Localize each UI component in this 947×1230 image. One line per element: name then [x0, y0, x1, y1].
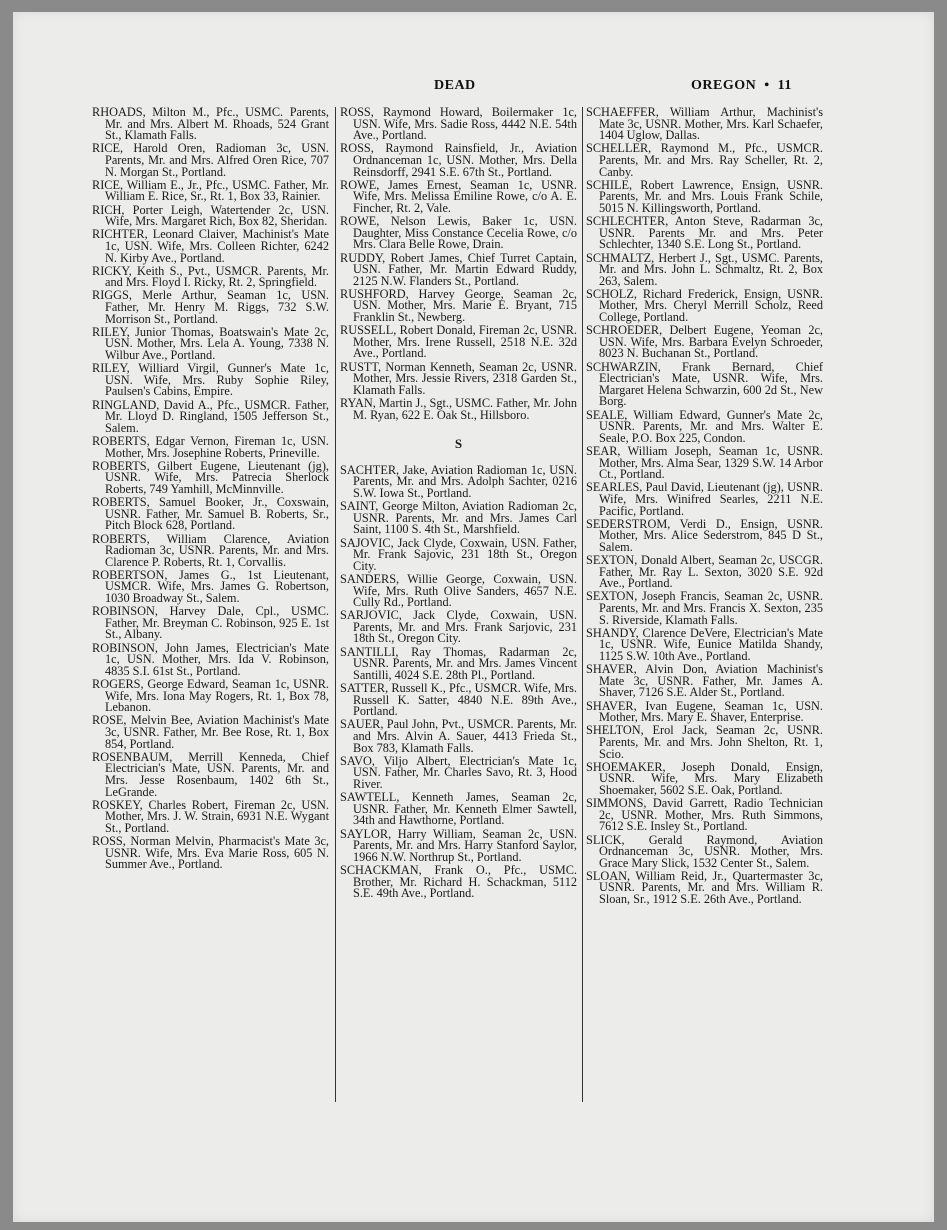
casualty-entry: ROSS, Norman Melvin, Pharmacist's Mate 3c, USNR. Wife, Mrs. Eva Marie Ross, 605 N. Summer Ave., Portland.	[92, 834, 329, 872]
casualty-entry: SCHELLER, Raymond M., Pfc., USMCR. Parents, Mr. and Mrs. Ray Scheller, Rt. 2, Canby.	[586, 141, 823, 179]
section-letter-heading: S	[454, 436, 463, 452]
casualty-entry: RINGLAND, David A., Pfc., USMCR. Father, Mr. Lloyd D. Ringland, 1505 Jefferson St., Salem.	[92, 397, 329, 435]
casualty-entry: SEXTON, Joseph Francis, Seaman 2c, USNR. Parents, Mr. and Mrs. Francis X. Sexton, 235 S. Riverside, Klamath Falls.	[586, 589, 823, 627]
casualty-entry: RUSTT, Norman Kenneth, Seaman 2c, USNR. Mother, Mrs. Jessie Rivers, 2318 Garden St., Klamath Falls.	[340, 359, 577, 397]
casualty-entry: RUSSELL, Robert Donald, Fireman 2c, USNR. Mother, Mrs. Irene Russell, 2518 N.E. 32d Ave., Portland.	[340, 323, 577, 361]
casualty-entry: ROSKEY, Charles Robert, Fireman 2c, USN. Mother, Mrs. J. W. Strain, 6931 N.E. Wygant St., Portland.	[92, 797, 329, 835]
casualty-entry: ROGERS, George Edward, Seaman 1c, USNR. Wife, Mrs. Iona May Rogers, Rt. 1, Box 78, Lebanon.	[92, 677, 329, 715]
casualty-entry: SHAVER, Ivan Eugene, Seaman 1c, USN. Mother, Mrs. Mary E. Shaver, Enterprise.	[586, 698, 823, 725]
casualty-entry: RICE, Harold Oren, Radioman 3c, USN. Parents, Mr. and Mrs. Alfred Oren Rice, 707 N. Morgan St., Portland.	[92, 141, 329, 179]
column-2-top-entries	[340, 107, 577, 421]
casualty-entry: ROBERTS, Gilbert Eugene, Lieutenant (jg), USNR. Wife, Mrs. Patrecia Sherlock Roberts, 749 Yamhill, McMinnville.	[92, 458, 329, 496]
casualty-entry: RUSHFORD, Harvey George, Seaman 2c, USN. Mother, Mrs. Marie E. Bryant, 715 Franklin St., Newberg.	[340, 286, 577, 325]
casualty-entry: SCHOLZ, Richard Frederick, Ensign, USNR. Mother, Mrs. Cheryl Merrill Scholz, Reed College, Portland.	[586, 286, 823, 325]
casualty-entry: SCHAEFFER, William Arthur, Machinist's Mate 3c, USNR. Mother, Mrs. Karl Schaefer, 1404 Uglow, Dallas.	[586, 105, 823, 143]
column-3	[586, 107, 823, 907]
casualty-entry: RILEY, Junior Thomas, Boatswain's Mate 2c, USN. Mother, Mrs. Lela A. Young, 7338 N. Wilbur Ave., Portland.	[92, 324, 329, 363]
casualty-entry: SAVO, Viljo Albert, Electrician's Mate 1c, USN. Father, Mr. Charles Savo, Rt. 3, Hood River.	[340, 753, 577, 791]
column-divider	[335, 107, 336, 1102]
casualty-entry: RILEY, Williard Virgil, Gunner's Mate 1c, USN. Wife, Mrs. Ruby Sophie Riley, Paulsen's Cabins, Empire.	[92, 361, 329, 399]
casualty-entry: RUDDY, Robert James, Chief Turret Captain, USN. Father, Mr. Martin Edward Ruddy, 2125 N.W. Flanders St., Portland.	[340, 250, 577, 288]
casualty-entry: SEDERSTROM, Verdi D., Ensign, USNR. Mother, Mrs. Alice Sederstrom, 845 D St., Salem.	[586, 516, 823, 554]
casualty-entry: SCHLECHTER, Anton Steve, Radarman 3c, USNR. Parents Mr. and Mrs. Peter Schlechter, 1340 S.E. Long St., Portland.	[586, 214, 823, 252]
casualty-entry: ROSENBAUM, Merrill Kenneda, Chief Electrician's Mate, USN. Parents, Mr. and Mrs. Jesse Rosenbaum, 1402 6th St., LeGrande.	[92, 749, 329, 799]
casualty-entry: ROBINSON, Harvey Dale, Cpl., USMC. Father, Mr. Breyman C. Robinson, 925 E. 1st St., Albany.	[92, 604, 329, 642]
casualty-entry: SAYLOR, Harry William, Seaman 2c, USN. Parents, Mr. and Mrs. Harry Stanford Saylor, 1966 N.W. Northrup St., Portland.	[340, 826, 577, 864]
section-title: DEAD	[434, 78, 476, 93]
casualty-entry: RIGGS, Merle Arthur, Seaman 1c, USN. Father, Mr. Henry M. Riggs, 732 S.W. Morrison St., Portland.	[92, 288, 329, 326]
casualty-entry: SCHACKMAN, Frank O., Pfc., USMC. Brother, Mr. Richard H. Schackman, 5112 S.E. 49th Ave., Portland.	[340, 862, 577, 901]
casualty-entry: ROBERTS, Samuel Booker, Jr., Coxswain, USNR. Father, Mr. Samuel B. Roberts, Sr., Pitch Block 628, Portland.	[92, 495, 329, 533]
casualty-entry: SAJOVIC, Jack Clyde, Coxwain, USN. Father, Mr. Frank Sajovic, 231 18th St., Oregon City.	[340, 535, 577, 573]
casualty-entry: SEAR, William Joseph, Seaman 1c, USNR. Mother, Mrs. Alma Sear, 1329 S.W. 14 Arbor Ct., Portland.	[586, 443, 823, 482]
casualty-entry: RYAN, Martin J., Sgt., USMC. Father, Mr. John M. Ryan, 622 E. Oak St., Hillsboro.	[340, 396, 577, 422]
casualty-entry: ROBERTSON, James G., 1st Lieutenant, USMCR. Wife, Mrs. James G. Robertson, 1030 Broadway St., Salem.	[92, 567, 329, 606]
casualty-entry: SAWTELL, Kenneth James, Seaman 2c, USNR. Father, Mr. Kenneth Elmer Sawtell, 34th and Hawthorne, Portland.	[340, 790, 577, 828]
casualty-entry: SANDERS, Willie George, Coxwain, USN. Wife, Mrs. Ruth Olive Sanders, 4657 N.E. Cully Rd., Portland.	[340, 571, 577, 610]
casualty-entry: SEALE, William Edward, Gunner's Mate 2c, USNR. Parents, Mr. and Mrs. Walter E. Seale, P.O. Box 225, Condon.	[586, 407, 823, 445]
casualty-entry: ROBERTS, Edgar Vernon, Fireman 1c, USN. Mother, Mrs. Josephine Roberts, Prineville.	[92, 433, 329, 460]
casualty-entry: ROWE, Nelson Lewis, Baker 1c, USN. Daughter, Miss Constance Cecelia Rowe, c/o Mrs. Clara Belle Rowe, Drain.	[340, 214, 577, 252]
casualty-entry: RHOADS, Milton M., Pfc., USMC. Parents, Mr. and Mrs. Albert M. Rhoads, 524 Grant St., Klamath Falls.	[92, 105, 329, 143]
state-name: OREGON	[691, 78, 757, 93]
casualty-entry: ROBERTS, William Clarence, Aviation Radioman 3c, USNR. Parents, Mr. and Mrs. Clarence P. Roberts, Rt. 1, Corvallis.	[92, 531, 329, 569]
casualty-entry: SHOEMAKER, Joseph Donald, Ensign, USNR. Wife, Mrs. Mary Elizabeth Shoemaker, 5602 S.E. Oak, Portland.	[586, 759, 823, 797]
column-2-bottom-entries	[340, 462, 577, 901]
document-page	[13, 12, 934, 1222]
casualty-entry: SAINT, George Milton, Aviation Radioman 2c, USNR. Parents, Mr. and Mrs. James Carl Saint, 1100 S. 4th St., Marshfield.	[340, 499, 577, 537]
column-1	[92, 107, 329, 872]
casualty-entry: SHELTON, Erol Jack, Seaman 2c, USNR. Parents, Mr. and Mrs. John Shelton, Rt. 1, Scio.	[586, 723, 823, 761]
casualty-entry: ROSS, Raymond Rainsfield, Jr., Aviation Ordnanceman 1c, USN. Mother, Mrs. Della Reinsdorff, 2941 S.E. 67th St., Portland.	[340, 141, 577, 179]
casualty-entry: SEXTON, Donald Albert, Seaman 2c, USCGR. Father, Mr. Ray L. Sexton, 3020 S.E. 92d Ave., Portland.	[586, 553, 823, 591]
casualty-entry: ROBINSON, John James, Electrician's Mate 1c, USN. Mother, Mrs. Ida V. Robinson, 4835 S.I. 61st St., Portland.	[92, 640, 329, 678]
casualty-entry: SARJOVIC, Jack Clyde, Coxwain, USN. Parents, Mr. and Mrs. Frank Sarjovic, 231 18th St., Oregon City.	[340, 608, 577, 646]
casualty-entry: ROWE, James Ernest, Seaman 1c, USNR. Wife, Mrs. Melissa Emiline Rowe, c/o A. E. Fincher, Rt. 2, Vale.	[340, 177, 577, 215]
casualty-entry: SAUER, Paul John, Pvt., USMCR. Parents, Mr. and Mrs. Alvin A. Sauer, 4413 Frieda St., Box 783, Klamath Falls.	[340, 717, 577, 755]
casualty-entry: RICE, William E., Jr., Pfc., USMC. Father, Mr. William E. Rice, Sr., Rt. 1, Box 33, Rainier.	[92, 177, 329, 204]
casualty-entry: SHANDY, Clarence DeVere, Electrician's Mate 1c, USNR. Wife, Eunice Matilda Shandy, 1125 S.W. 10th Ave., Portland.	[586, 625, 823, 664]
casualty-entry: SCHMALTZ, Herbert J., Sgt., USMC. Parents, Mr. and Mrs. John L. Schmaltz, Rt. 2, Box 263, Salem.	[586, 250, 823, 288]
column-divider	[582, 107, 583, 1102]
casualty-entry: SCHROEDER, Delbert Eugene, Yeoman 2c, USN. Wife, Mrs. Barbara Evelyn Schroeder, 8023 N. Buchanan St., Portland.	[586, 323, 823, 361]
casualty-entry: SANTILLI, Ray Thomas, Radarman 2c, USNR. Parents, Mr. and Mrs. James Vincent Santilli, 4024 S.E. 28th Pl., Portland.	[340, 644, 577, 682]
casualty-entry: RICH, Porter Leigh, Watertender 2c, USN. Wife, Mrs. Margaret Rich, Box 82, Sheridan.	[92, 202, 329, 229]
casualty-entry: ROSE, Melvin Bee, Aviation Machinist's Mate 3c, USNR. Father, Mr. Bee Rose, Rt. 1, Box 854, Portland.	[92, 713, 329, 751]
casualty-entry: ROSS, Raymond Howard, Boilermaker 1c, USN. Wife, Mrs. Sadie Ross, 4442 N.E. 54th Ave., Portland.	[340, 105, 577, 143]
bullet-separator: •	[764, 78, 770, 93]
casualty-entry: RICKY, Keith S., Pvt., USMCR. Parents, Mr. and Mrs. Floyd I. Ricky, Rt. 2, Springfield.	[92, 263, 329, 290]
casualty-entry: RICHTER, Leonard Claiver, Machinist's Mate 1c, USN. Wife, Mrs. Colleen Richter, 6242 N. Kirby Ave., Portland.	[92, 227, 329, 265]
page-number: 11	[777, 78, 792, 93]
column-2	[340, 107, 577, 901]
casualty-entry: SLICK, Gerald Raymond, Aviation Ordnanceman 3c, USNR. Mother, Mrs. Grace Mary Slick, 1532 Center St., Salem.	[586, 832, 823, 870]
state-and-page	[691, 78, 792, 94]
casualty-entry: SACHTER, Jake, Aviation Radioman 1c, USN. Parents, Mr. and Mrs. Adolph Sachter, 0216 S.W. Iowa St., Portland.	[340, 462, 577, 500]
page-header	[13, 78, 934, 100]
casualty-entry: SHAVER, Alvin Don, Aviation Machinist's Mate 3c, USNR. Father, Mr. James A. Shaver, 7126 S.E. Alder St., Portland.	[586, 662, 823, 700]
casualty-entry: SCHWARZIN, Frank Bernard, Chief Electrician's Mate, USNR. Wife, Mrs. Margaret Helena Schwarzin, 600 2d St., New Borg.	[586, 359, 823, 409]
casualty-entry: SIMMONS, David Garrett, Radio Technician 2c, USNR. Mother, Mrs. Ruth Simmons, 7612 S.E. Insley St., Portland.	[586, 796, 823, 834]
casualty-entry: SLOAN, William Reid, Jr., Quartermaster 3c, USNR. Parents, Mr. and Mrs. William R. Sloan, Sr., 1912 S.E. 26th Ave., Portland.	[586, 868, 823, 907]
casualty-entry: SATTER, Russell K., Pfc., USMCR. Wife, Mrs. Russell K. Satter, 4840 N.E. 89th Ave., Portland.	[340, 681, 577, 719]
casualty-entry: SEARLES, Paul David, Lieutenant (jg), USNR. Wife, Mrs. Winifred Searles, 2211 N.E. Pacific, Portland.	[586, 480, 823, 518]
casualty-entry: SCHILE, Robert Lawrence, Ensign, USNR. Parents, Mr. and Mrs. Louis Frank Schile, 5015 N. Killingsworth, Portland.	[586, 177, 823, 215]
